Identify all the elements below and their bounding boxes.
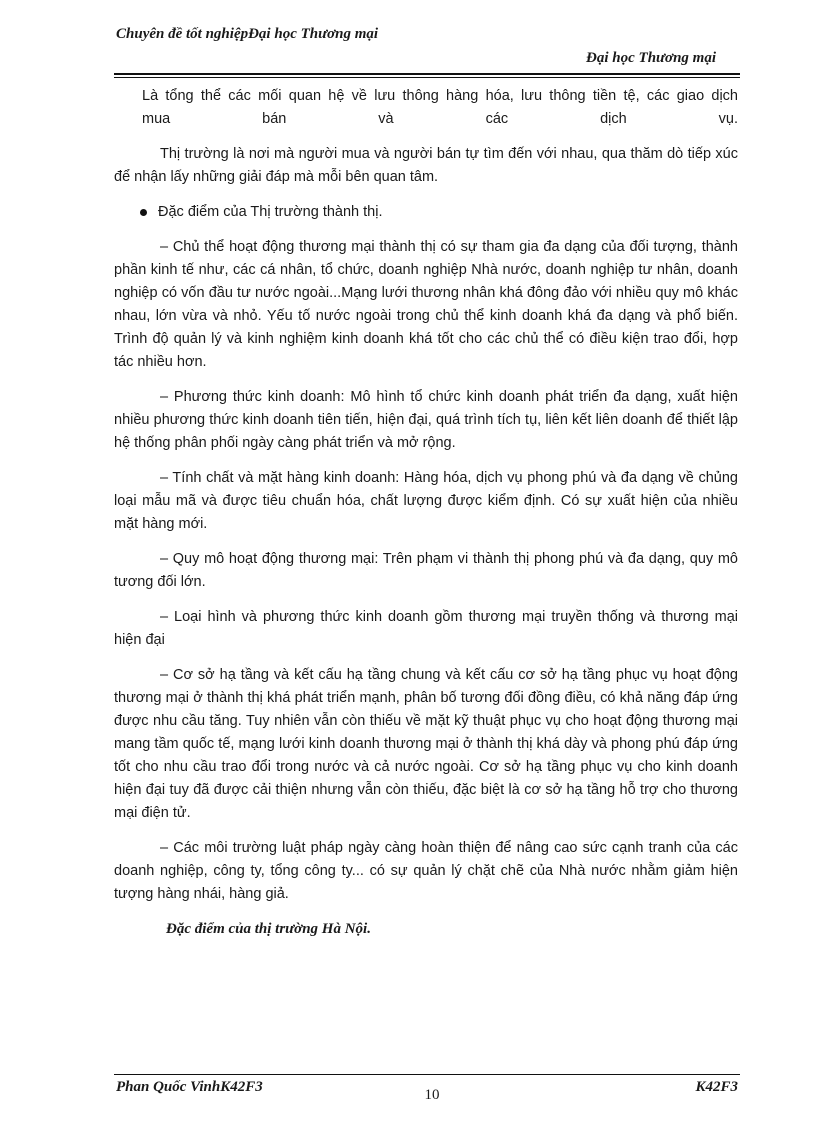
- footer-class-code: K42F3: [695, 1079, 738, 1095]
- footer-rule: [114, 1074, 740, 1075]
- header-rule-thin: [114, 77, 740, 78]
- paragraph-business-types: – Loại hình và phương thức kinh doanh gồm thương mại truyền thống và thương mại hiện đại: [114, 609, 738, 648]
- document-body: [114, 85, 738, 953]
- paragraph-definition-line1: Là tổng thể các mối quan hệ về lưu thông hàng hóa, lưu thông tiền tệ, các giao dịch: [142, 88, 738, 104]
- header-right-title: Đại học Thương mại: [586, 50, 716, 66]
- paragraph-goods-nature: – Tính chất và mặt hàng kinh doanh: Hàng hóa, dịch vụ phong phú và đa dạng về chủng loại mẫu mã và được tiêu chuẩn hóa, chất lượng được kiểm định. Có sự xuất hiện của nhiều mặt hàng mới.: [114, 470, 738, 532]
- paragraph-business-methods: – Phương thức kinh doanh: Mô hình tổ chức kinh doanh phát triển đa dạng, xuất hiện nhiều phương thức kinh doanh tiên tiến, hiện đại, quá trình tích tụ, liên kết liên doanh để thiết lập hệ thống phân phối ngày càng phát triển và mở rộng.: [114, 389, 738, 451]
- paragraph-definition-line2: mua bán và các dịch vụ.: [142, 111, 738, 127]
- paragraph-market-meeting: Thị trường là nơi mà người mua và người bán tự tìm đến với nhau, qua thăm dò tiếp xúc để nhận lấy những giải đáp mà mỗi bên quan tâm.: [114, 146, 738, 185]
- page-number: 10: [424, 1087, 440, 1103]
- paragraph-trade-scale: – Quy mô hoạt động thương mại: Trên phạm vi thành thị phong phú và đa dạng, quy mô tương đối lớn.: [114, 551, 738, 590]
- header-rule: [114, 73, 740, 75]
- paragraph-legal-environment: – Các môi trường luật pháp ngày càng hoàn thiện để nâng cao sức cạnh tranh của các doanh nghiệp, công ty, tổng công ty... có sự quản lý chặt chẽ của Nhà nước nhằm giảm hiện tượng hàng nhái, hàng giả.: [114, 840, 738, 902]
- section-heading-hanoi: Đặc điểm của thị trường Hà Nội.: [166, 921, 371, 937]
- paragraph-infrastructure: – Cơ sở hạ tầng và kết cấu hạ tầng chung và kết cấu cơ sở hạ tầng phục vụ hoạt động thương mại ở thành thị khá phát triển mạnh, phân bố tương đối đồng điều, có khả năng đáp ứng được nhu cầu tăng. Tuy nhiên vẫn còn thiếu về mặt kỹ thuật phục vụ cho hoạt động thương mại mang tầm quốc tế, mạng lưới kinh doanh thương mại ở thành thị khá dày và phong phú đáp ứng tốt cho nhu cầu trao đổi trong nước và cả nước ngoài. Cơ sở hạ tầng phục vụ cho kinh doanh hiện đại tuy đã được cải thiện nhưng vẫn còn thiếu, đặc biệt là cơ sở hạ tầng hỗ trợ cho thương mại điện tử.: [114, 667, 738, 821]
- bullet-urban-market-features: Đặc điểm của Thị trường thành thị.: [136, 201, 738, 224]
- paragraph-trade-subjects: – Chủ thể hoạt động thương mại thành thị có sự tham gia đa dạng của đối tượng, thành phần kinh tế như, các cá nhân, tổ chức, doanh nghiệp Nhà nước, doanh nghiệp tư nhân, doanh nghiệp có vốn đầu tư nước ngoài...Mạng lưới thương nhân khá đông đảo với nhiều quy mô khác nhau, lớn vừa và nhỏ. Yếu tố nước ngoài trong chủ thể kinh doanh khá đa dạng và phổ biến. Trình độ quản lý và kinh nghiệm kinh doanh khá tốt cho các chủ thể có điều kiện trao đổi, hợp tác nhiều hơn.: [114, 239, 738, 370]
- paragraph-definition: [142, 85, 738, 131]
- footer-author: Phan Quốc VinhK42F3: [116, 1079, 263, 1095]
- header-left-title: Chuyên đề tốt nghiệpĐại học Thương mại: [116, 26, 379, 42]
